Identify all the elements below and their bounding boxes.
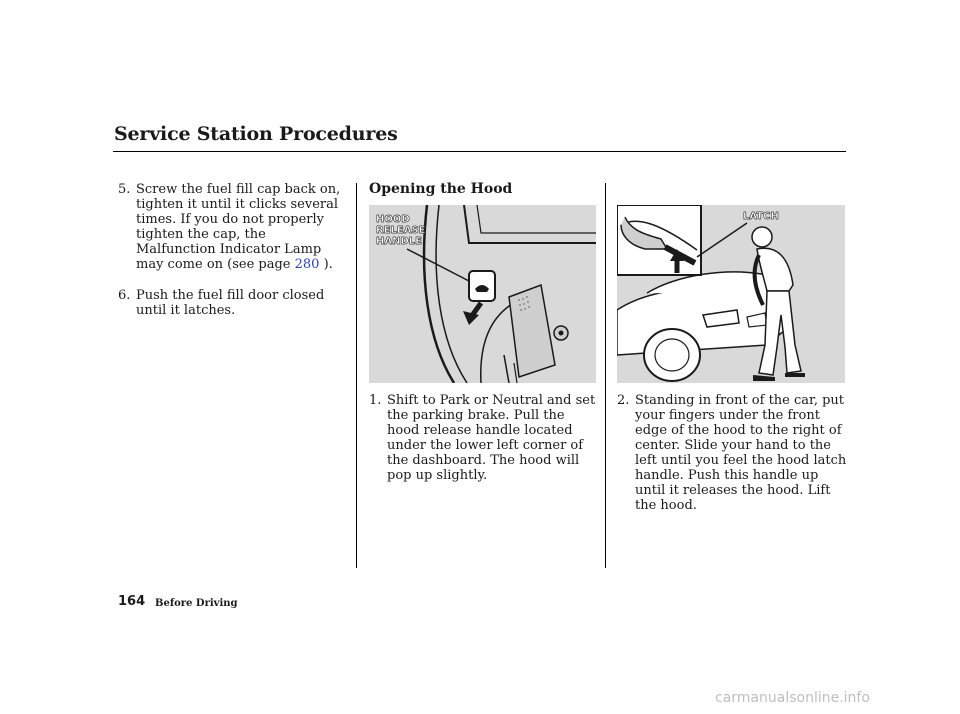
step-2: [617, 393, 847, 513]
step-text: Push the fuel fill door closed until it latches.: [136, 288, 325, 318]
page-title: Service Station Procedures: [114, 123, 398, 145]
header-divider: [113, 151, 846, 152]
hood-release-callout: HOOD RELEASE HANDLE: [376, 214, 426, 247]
hood-latch-figure: [617, 205, 845, 383]
hood-release-figure: [369, 205, 596, 383]
page-number: 164: [118, 594, 146, 609]
page-link-280[interactable]: 280: [294, 257, 320, 272]
step-text: Screw the fuel fill cap back on, tighten it until it clicks several times. If you do not properly tighten the cap, the Malfunction Indicator Lamp may come on (see page 280 ).: [136, 182, 341, 272]
section-heading: Opening the Hood: [369, 181, 513, 197]
column-divider-right: [605, 183, 606, 568]
step-text: Shift to Park or Neutral and set the parking brake. Pull the hood release handle located under the lower left corner of the dashboard. The hood will pop up slightly.: [387, 393, 596, 483]
step-5: [118, 182, 348, 272]
step-text: Standing in front of the car, put your fingers under the front edge of the hood to the right of center. Slide your hand to the left until you feel the hood latch handle. Push this handle up until it releases the hood. Lift the hood.: [635, 393, 847, 513]
watermark-text: carmanualsonline.info: [715, 690, 870, 706]
step-number: 2.: [617, 393, 630, 408]
step-number: 5.: [118, 182, 131, 197]
step-number: 1.: [369, 393, 382, 408]
step-number: 6.: [118, 288, 131, 303]
column-divider-left: [356, 183, 357, 568]
latch-callout: LATCH: [743, 211, 779, 222]
step-1: [369, 393, 601, 483]
step-6: [118, 288, 348, 318]
hood-latch-illustration: [617, 205, 845, 383]
chapter-name: Before Driving: [155, 598, 238, 609]
